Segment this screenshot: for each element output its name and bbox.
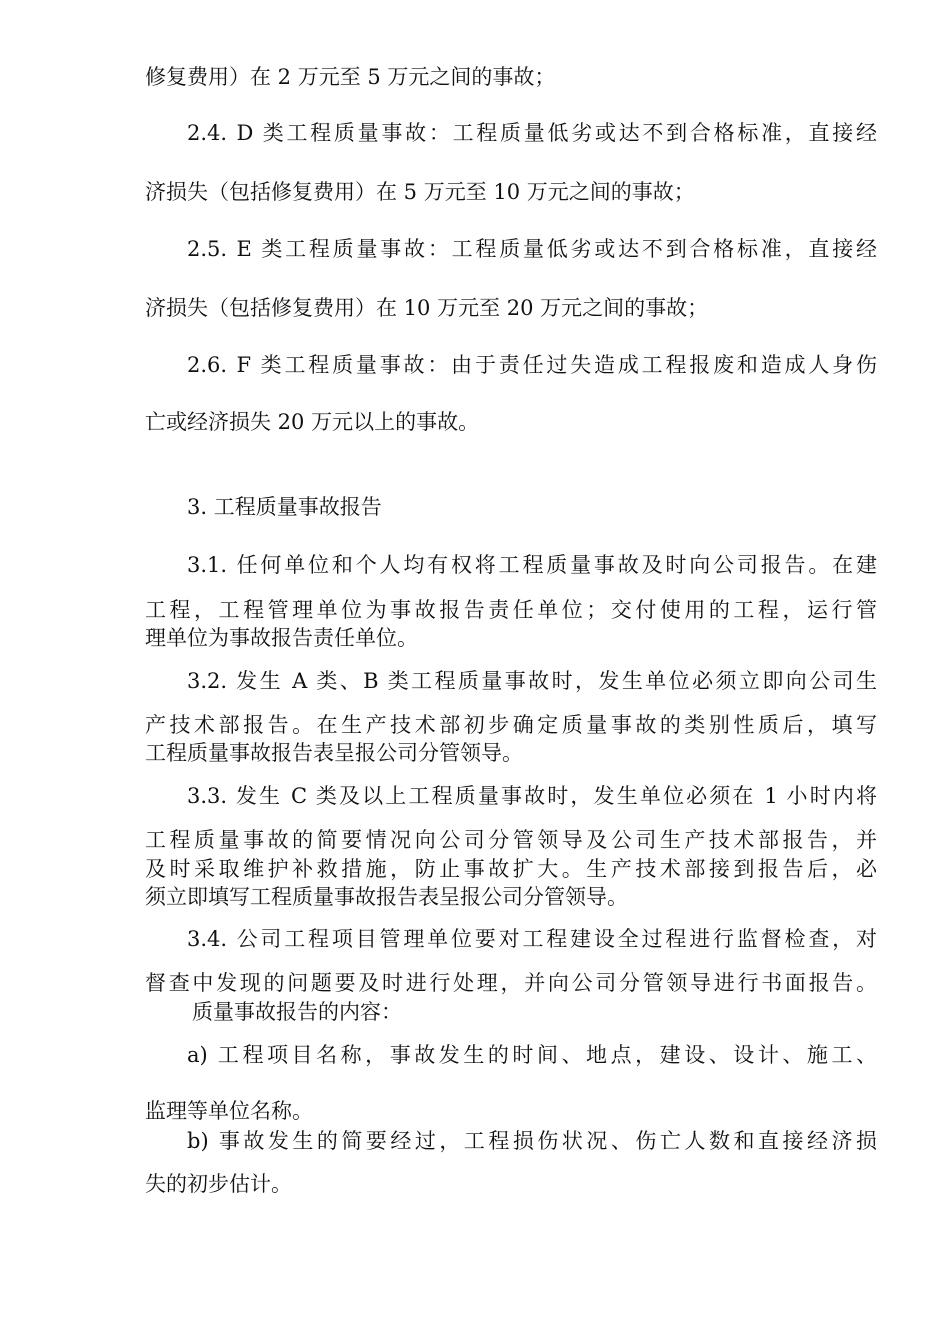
line-14: 工程质量事故报告表呈报公司分管领导。 [145, 741, 523, 765]
line-20: 督查中发现的问题要及时进行处理，并向公司分管领导进行书面报告。 [145, 971, 877, 995]
line-16: 工程质量事故的简要情况向公司分管领导及公司生产技术部报告，并 [145, 828, 877, 852]
line-17: 及时采取维护补救措施，防止事故扩大。生产技术部接到报告后，必 [145, 857, 877, 881]
line-1: 修复费用）在 2 万元至 5 万元之间的事故； [145, 65, 556, 89]
clause-3-1: 3.1. 任何单位和个人均有权将工程质量事故及时向公司报告。在建 [187, 553, 877, 577]
clause-3-2: 3.2. 发生 A 类、B 类工程质量事故时，发生单位必须立即向公司生 [187, 669, 877, 693]
clause-3-3: 3.3. 发生 C 类及以上工程质量事故时，发生单位必须在 1 小时内将 [187, 784, 877, 808]
clause-3-4: 3.4. 公司工程项目管理单位要对工程建设全过程进行监督检查，对 [187, 927, 877, 951]
section-heading: 3. 工程质量事故报告 [187, 495, 382, 519]
line-3: 济损失（包括修复费用）在 5 万元至 10 万元之间的事故； [145, 180, 695, 204]
clause-2-6: 2.6. F 类工程质量事故：由于责任过失造成工程报废和造成人身伤 [187, 353, 877, 377]
line-23: 监理等单位名称。 [145, 1099, 313, 1123]
line-11: 理单位为事故报告责任单位。 [145, 626, 418, 650]
line-10: 工程，工程管理单位为事故报告责任单位；交付使用的工程，运行管 [145, 598, 877, 622]
clause-2-5: 2.5. E 类工程质量事故：工程质量低劣或达不到合格标准，直接经 [187, 237, 877, 261]
line-7: 亡或经济损失 20 万元以上的事故。 [145, 410, 480, 434]
item-b: b) 事故发生的简要经过，工程损伤状况、伤亡人数和直接经济损 [187, 1129, 877, 1153]
line-5: 济损失（包括修复费用）在 10 万元至 20 万元之间的事故； [145, 296, 709, 320]
clause-2-4: 2.4. D 类工程质量事故：工程质量低劣或达不到合格标准，直接经 [187, 121, 877, 145]
item-a: a) 工程项目名称，事故发生的时间、地点，建设、设计、施工、 [187, 1043, 877, 1067]
line-18: 须立即填写工程质量事故报告表呈报公司分管领导。 [145, 885, 628, 909]
report-content-heading: 质量事故报告的内容： [192, 1000, 402, 1024]
line-13: 产技术部报告。在生产技术部初步确定质量事故的类别性质后，填写 [145, 713, 877, 737]
line-25: 失的初步估计。 [145, 1172, 292, 1196]
